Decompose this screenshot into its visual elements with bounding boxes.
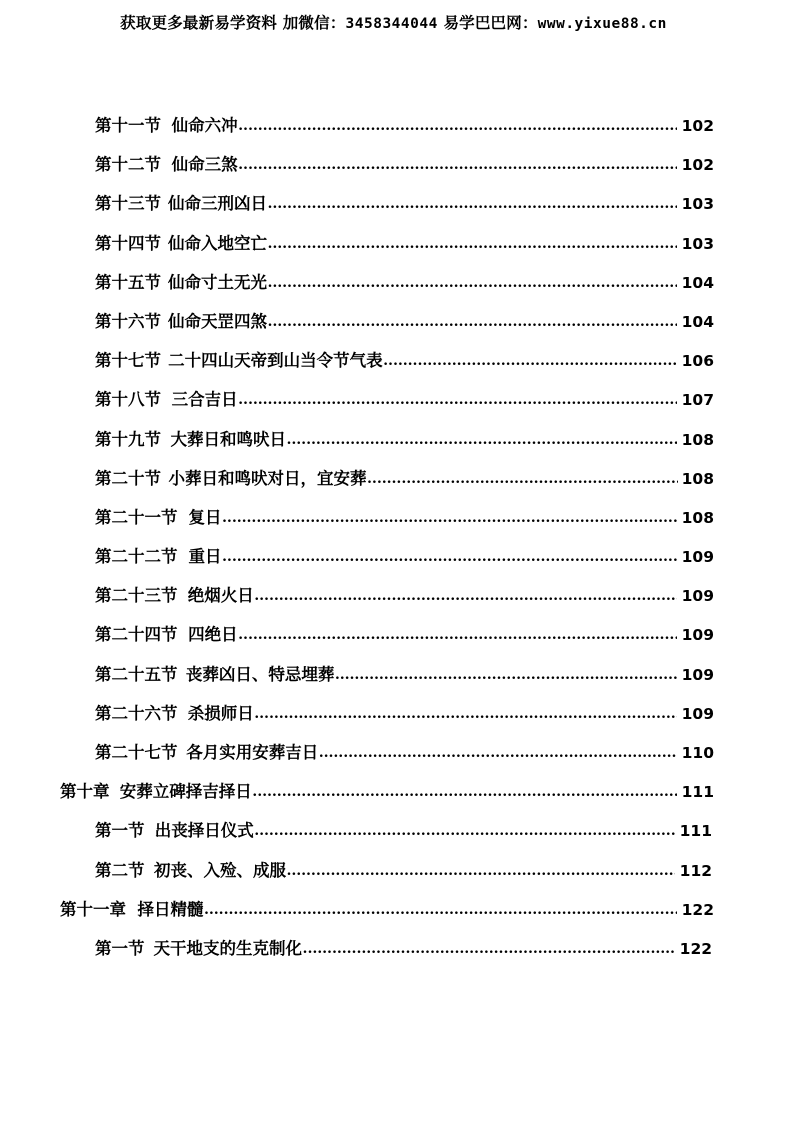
- toc-entry[interactable]: [0, 426, 787, 465]
- toc-entry-title: 出丧择日仪式: [154, 821, 254, 841]
- toc-entry-page-number: 108: [681, 508, 714, 527]
- toc-entry-title: 四绝日: [188, 625, 238, 645]
- toc-entry[interactable]: [0, 817, 787, 856]
- toc-entry-label: 第一节: [95, 821, 145, 841]
- toc-entry[interactable]: [0, 857, 787, 896]
- toc-leader-dots: [335, 666, 677, 683]
- toc-entry[interactable]: [0, 504, 787, 543]
- toc-entry-label: 第二十节: [95, 468, 161, 488]
- toc-entry-page-number: 110: [681, 744, 714, 762]
- toc-entry-page-number: 122: [679, 939, 713, 958]
- toc-entry[interactable]: [0, 386, 787, 425]
- toc-leader-dots: [287, 862, 675, 879]
- toc-entry[interactable]: [0, 190, 787, 229]
- toc-leader-dots: [268, 235, 677, 252]
- toc-entry-title: 丧葬凶日、特忌埋葬: [185, 664, 335, 684]
- toc-entry-title: 重日: [188, 547, 222, 567]
- toc-entry-title: 三合吉日: [171, 390, 238, 410]
- toc-entry-label: 第十六节: [95, 311, 161, 331]
- toc-leader-dots: [239, 391, 677, 408]
- toc-leader-dots: [239, 156, 677, 173]
- toc-entry-page-number: 104: [681, 312, 714, 331]
- toc-leader-dots: [255, 587, 677, 604]
- page-header: [0, 11, 787, 33]
- toc-entry-page-number: 109: [681, 548, 714, 567]
- toc-entry-page-number: 122: [681, 900, 714, 919]
- toc-entry-page-number: 102: [681, 156, 714, 175]
- header-site-label: 易学巴巴网：: [437, 14, 538, 32]
- toc-entry-title: 仙命寸土无光: [167, 272, 267, 292]
- toc-leader-dots: [303, 940, 675, 957]
- toc-entry-page-number: 103: [681, 195, 714, 214]
- toc-leader-dots: [253, 783, 677, 800]
- table-of-contents: [0, 112, 787, 974]
- toc-entry-label: 第二十七节: [95, 743, 178, 762]
- toc-entry[interactable]: [0, 465, 787, 504]
- toc-entry-title: 初丧、入殓、成服: [153, 860, 286, 880]
- toc-entry-label: 第十一节: [95, 116, 161, 135]
- toc-entry-page-number: 108: [681, 469, 714, 488]
- toc-entry[interactable]: [0, 151, 787, 190]
- toc-leader-dots: [368, 470, 678, 487]
- toc-entry[interactable]: [0, 269, 787, 308]
- toc-entry[interactable]: [0, 700, 787, 739]
- toc-leader-dots: [255, 705, 677, 722]
- toc-entry[interactable]: [0, 543, 787, 582]
- toc-entry-page-number: 109: [681, 626, 714, 645]
- toc-entry[interactable]: [0, 935, 787, 974]
- toc-entry-label: 第十五节: [95, 272, 161, 292]
- toc-entry[interactable]: [0, 582, 787, 621]
- toc-entry-page-number: 109: [681, 587, 714, 606]
- toc-entry-page-number: 104: [681, 273, 714, 292]
- toc-entry-label: 第十一章: [60, 899, 126, 919]
- toc-entry-label: 第十四节: [95, 233, 161, 253]
- toc-leader-dots: [204, 901, 676, 918]
- toc-entry-label: 第一节: [95, 938, 145, 958]
- toc-entry[interactable]: [0, 230, 787, 269]
- toc-entry-label: 第十二节: [95, 155, 161, 175]
- toc-entry-label: 第十三节: [95, 194, 161, 214]
- toc-entry-title: 安葬立碑择吉择日: [119, 782, 252, 802]
- toc-entry-page-number: 107: [681, 391, 714, 410]
- toc-entry-title: 仙命入地空亡: [167, 233, 267, 253]
- header-text-cn: 获取更多最新易学资料 加微信：: [120, 14, 346, 32]
- toc-entry-title: 仙命三刑凶日: [167, 194, 267, 214]
- toc-leader-dots: [239, 117, 677, 134]
- toc-entry-title: 择日精髓: [137, 899, 204, 919]
- toc-entry-title: 复日: [188, 507, 222, 527]
- toc-entry-title: 仙命六冲: [171, 116, 238, 135]
- toc-leader-dots: [268, 274, 677, 291]
- toc-entry[interactable]: [0, 308, 787, 347]
- toc-entry-title: 小葬日和鸣吠对日，宜安葬: [168, 468, 367, 488]
- toc-leader-dots: [223, 509, 677, 526]
- toc-entry-label: 第二十二节: [95, 547, 178, 567]
- toc-entry-page-number: 106: [681, 352, 714, 371]
- toc-entry-title: 绝烟火日: [187, 586, 254, 606]
- toc-entry-page-number: 109: [681, 704, 714, 723]
- toc-entry-title: 杀损师日: [187, 703, 254, 723]
- toc-entry-label: 第十七节: [95, 351, 161, 371]
- toc-entry-label: 第二十一节: [95, 507, 178, 527]
- toc-entry[interactable]: [0, 621, 787, 660]
- toc-leader-dots: [268, 195, 677, 212]
- toc-leader-dots: [287, 431, 677, 448]
- toc-entry-label: 第二十三节: [95, 586, 178, 606]
- toc-leader-dots: [239, 626, 677, 643]
- toc-entry[interactable]: [0, 778, 787, 817]
- toc-entry[interactable]: [0, 896, 787, 935]
- toc-entry-label: 第二十五节: [95, 664, 178, 684]
- toc-entry[interactable]: [0, 739, 787, 778]
- toc-entry-label: 第十九节: [95, 429, 161, 449]
- toc-entry-page-number: 111: [679, 822, 712, 841]
- toc-entry-page-number: 102: [681, 117, 714, 135]
- toc-entry-page-number: 103: [681, 234, 714, 253]
- toc-leader-dots: [268, 313, 677, 330]
- toc-leader-dots: [319, 744, 677, 761]
- toc-entry-label: 第十章: [60, 782, 110, 802]
- toc-leader-dots: [384, 352, 678, 369]
- toc-entry-label: 第二十四节: [95, 625, 178, 645]
- toc-leader-dots: [255, 822, 675, 839]
- toc-entry-label: 第二节: [95, 860, 145, 880]
- toc-entry-title: 仙命天罡四煞: [167, 311, 267, 331]
- toc-entry-page-number: 108: [681, 430, 714, 449]
- toc-entry-title: 二十四山天帝到山当令节气表: [168, 351, 383, 371]
- toc-leader-dots: [223, 548, 677, 565]
- toc-entry-label: 第十八节: [95, 390, 161, 410]
- toc-entry-title: 各月实用安葬吉日: [186, 743, 319, 762]
- toc-entry-page-number: 112: [679, 861, 713, 880]
- header-wechat-id: 3458344044: [345, 16, 438, 32]
- toc-entry-label: 第二十六节: [95, 703, 178, 723]
- toc-entry[interactable]: [0, 112, 787, 151]
- toc-entry-page-number: 109: [681, 665, 714, 684]
- header-site-url: www.yixue88.cn: [537, 16, 667, 32]
- toc-entry-page-number: 111: [681, 783, 714, 802]
- toc-entry-title: 天干地支的生克制化: [153, 938, 303, 958]
- toc-entry[interactable]: [0, 347, 787, 386]
- toc-entry[interactable]: [0, 661, 787, 700]
- toc-entry-title: 仙命三煞: [171, 155, 238, 175]
- toc-entry-title: 大葬日和鸣吠日: [170, 429, 286, 449]
